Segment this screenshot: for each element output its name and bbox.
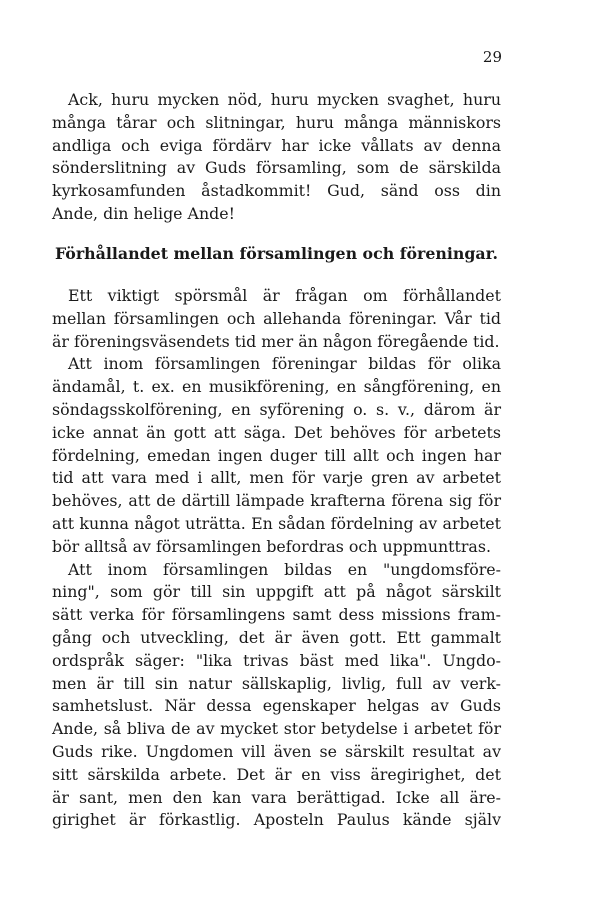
text-line: Guds rike. Ungdomen vill även se särskilt resultat av	[52, 741, 501, 761]
text-line: kyrkosamfunden åstadkommit! Gud, sänd oss din	[52, 181, 501, 201]
text-line: söndagsskolförening, en syförening o. s. v., därom är	[52, 399, 501, 419]
text-line: samhetslust. När dessa egenskaper helgas av Guds	[52, 696, 501, 716]
text-line: Ande, så bliva de av mycket stor betydelse i arbetet för	[52, 719, 501, 739]
text-line: andliga och eviga fördärv har icke vållats av denna	[52, 135, 501, 155]
page-number: 29	[482, 48, 502, 66]
text-line: mellan församlingen och allehanda föreningar. Vår tid	[52, 308, 501, 328]
text-line: ändamål, t. ex. en musikförening, en sångförening, en	[52, 377, 501, 397]
text-line: Ack, huru mycken nöd, huru mycken svaghet, huru	[68, 90, 501, 109]
text-line: tid att vara med i allt, men för varje gren av arbetet	[52, 468, 501, 488]
section-heading: Förhållandet mellan församlingen och föreningar.	[54, 244, 499, 263]
text-line: är föreningsväsendets tid mer än någon föregående tid.	[52, 331, 500, 351]
text-line: Ande, din helige Ande!	[52, 203, 235, 223]
intro-paragraph	[52, 89, 501, 226]
text-line: många tårar och slitningar, huru många människors	[52, 112, 501, 132]
section-body	[52, 285, 501, 832]
text-line: ordspråk säger: "lika trivas bäst med lika". Ungdo-	[52, 650, 501, 670]
text-line: att kunna något uträtta. En sådan fördelning av arbetet	[52, 513, 501, 533]
text-line: Att inom församlingen föreningar bildas för olika	[68, 354, 501, 374]
text-line: sitt särskilda arbete. Det är en viss äregirighet, det	[52, 764, 501, 784]
text-line: ning", som gör till sin uppgift att på något särskilt	[52, 582, 501, 602]
text-line: gång och utveckling, det är även gott. Ett gammalt	[52, 627, 501, 647]
text-line: girighet är förkastlig. Aposteln Paulus kände själv	[52, 810, 501, 830]
text-line: men är till sin natur sällskaplig, livlig, full av verk-	[52, 673, 501, 693]
text-line: bör alltså av församlingen befordras och uppmunttras.	[52, 536, 491, 556]
text-line: är sant, men den kan vara berättigad. Icke all äre-	[52, 787, 501, 807]
text-line: sätt verka för församlingens samt dess missions fram-	[52, 605, 501, 625]
text-line: sönderslitning av Guds församling, som de särskilda	[52, 158, 501, 178]
text-line: fördelning, emedan ingen duger till allt och ingen har	[52, 445, 501, 465]
text-line: Ett viktigt spörsmål är frågan om förhållandet	[68, 286, 501, 305]
text-line: Att inom församlingen bildas en "ungdomsföre-	[68, 559, 501, 579]
text-line: behöves, att de därtill lämpade krafterna förena sig för	[52, 491, 501, 511]
text-line: icke annat än gott att säga. Det behöves för arbetets	[52, 422, 501, 442]
